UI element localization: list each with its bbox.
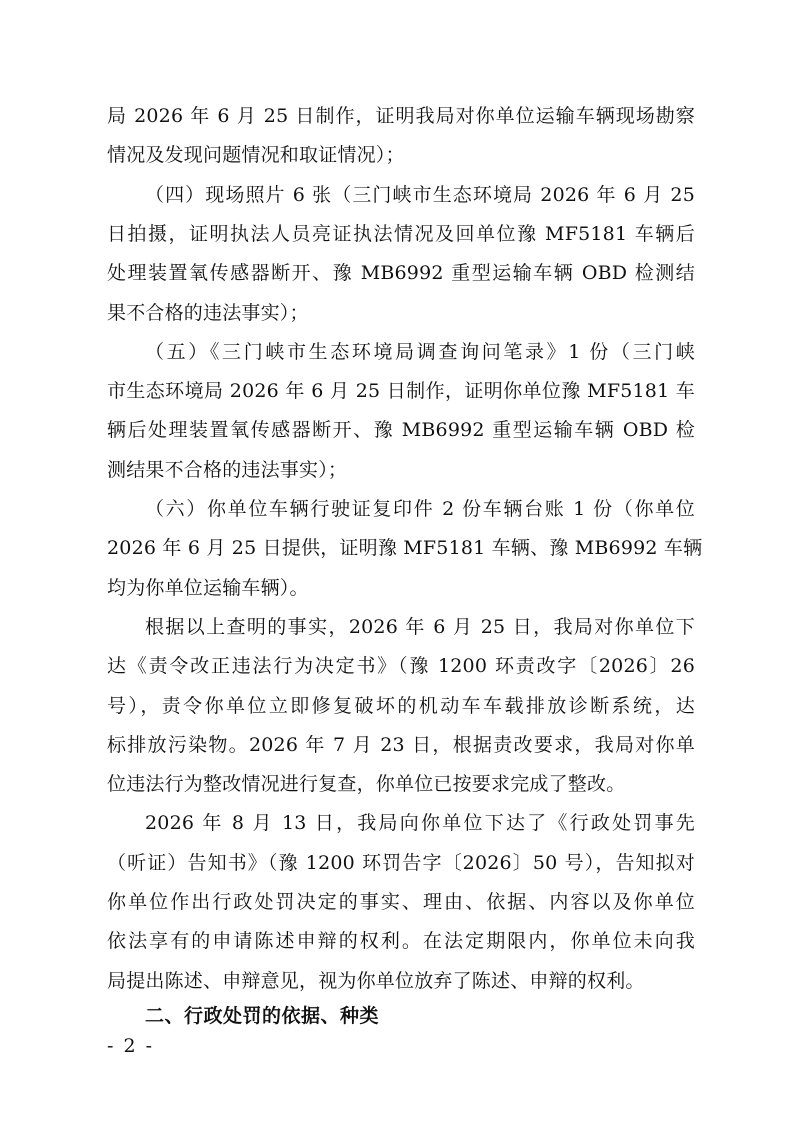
body-text-line: 情况及发现问题情况和取证情况）； (107, 144, 405, 167)
body-text-line: 测结果不合格的违法事实）； (107, 458, 348, 481)
body-text-line: 2026 年 6 月 25 日提供，证明豫 MF5181 车辆、豫 MB6992 车辆 (107, 537, 703, 560)
body-text-line: （听证）告知书》（豫 1200 环罚告字〔2026〕50 号），告知拟对 (107, 851, 695, 874)
body-text-line: 标排放污染物。2026 年 7 月 23 日，根据责改要求，我局对你单 (107, 733, 695, 756)
body-text-line: 均为你单位运输车辆）。 (107, 576, 309, 599)
section-heading: 二、行政处罚的依据、种类 (145, 1004, 380, 1027)
body-text-line: 你单位作出行政处罚决定的事实、理由、依据、内容以及你单位 (107, 891, 695, 913)
body-text-line: 市生态环境局 2026 年 6 月 25 日制作，证明你单位豫 MF5181 车 (107, 380, 695, 403)
body-text-line: 处理装置氧传感器断开、豫 MB6992 重型运输车辆 OBD 检测结 (107, 262, 695, 285)
body-text-line: 位违法行为整改情况进行复查，你单位已按要求完成了整改。 (107, 773, 626, 796)
body-text-line: 辆后处理装置氧传感器断开、豫 MB6992 重型运输车辆 OBD 检 (107, 419, 695, 442)
body-text-line: 局 2026 年 6 月 25 日制作，证明我局对你单位运输车辆现场勘察 (107, 105, 695, 127)
body-text-line: 号），责令你单位立即修复破坏的机动车车载排放诊断系统，达 (107, 694, 695, 717)
body-text-line: 局提出陈述、申辩意见，视为你单位放弃了陈述、申辩的权利。 (107, 969, 645, 992)
facts-paragraph: 根据以上查明的事实，2026 年 6 月 25 日，我局对你单位下 (145, 615, 695, 638)
page-number: - 2 - (107, 1034, 155, 1057)
body-text-line: 果不合格的违法事实）； (107, 301, 309, 324)
notice-paragraph: 2026 年 8 月 13 日，我局向你单位下达了《行政处罚事先 (145, 812, 695, 835)
evidence-item-6: （六）你单位车辆行驶证复印件 2 份车辆台账 1 份（你单位 (145, 498, 695, 520)
evidence-item-5: （五）《三门峡市生态环境局调查询问笔录》1 份（三门峡 (145, 340, 695, 363)
body-text-line: 依法享有的申请陈述申辩的权利。在法定期限内，你单位未向我 (107, 930, 695, 953)
body-text-line: 达《责令改正违法行为决定书》（豫 1200 环责改字〔2026〕26 (107, 655, 695, 678)
evidence-item-4: （四）现场照片 6 张（三门峡市生态环境局 2026 年 6 月 25 (145, 183, 695, 206)
body-text-line: 日拍摄，证明执法人员亮证执法情况及回单位豫 MF5181 车辆后 (107, 222, 695, 245)
